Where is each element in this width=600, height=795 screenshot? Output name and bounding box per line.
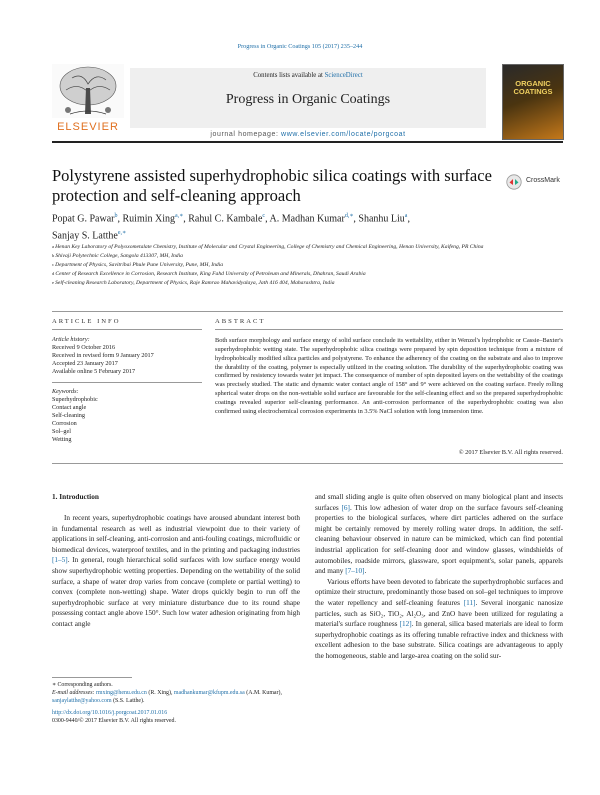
email-link-3[interactable]: sanjaylatthe@yahoo.com [52, 698, 112, 705]
elsevier-wordmark: ELSEVIER [57, 121, 119, 133]
journal-name: Progress in Organic Coatings [225, 92, 391, 107]
contents-prefix: Contents lists available at [253, 72, 323, 79]
author-affiliation-mark[interactable]: b [114, 213, 118, 219]
journal-cover-image [502, 64, 564, 140]
affiliation-text: Center of Research Excellence in Corrosion, Research Institute, King Fahd University of Petroleum and Minerals, Dhahran, Saudi Arabia [55, 270, 366, 277]
author-affiliation-mark[interactable]: c [262, 213, 266, 219]
contents-line [130, 72, 486, 79]
homepage-label: journal homepage: [210, 131, 279, 138]
author-name: Sanjay S. Latthe [52, 230, 118, 242]
author-name: Popat G. Pawar [52, 213, 115, 225]
author-name: Shanhu Liu [358, 213, 405, 225]
keyword: Superhydrophobic [52, 396, 98, 403]
citation-link[interactable]: [11] [463, 598, 476, 607]
article-info-divider [52, 329, 202, 330]
affiliation-item [52, 252, 552, 261]
affiliation-text: Department of Physics, Savitribai Phule Pune University, Pune, MH, India [55, 261, 224, 268]
affiliation-item [52, 243, 552, 252]
abstract-text: Both surface morphology and surface energy of solid surface conclude its wettability, either in Wenzel's hydrophobic or Cassie–Baxter's superhydrophobic wetting state. The superhydrophobic silica coatings were prepared by spin deposition technique from a mixture of hydrophobically modified silica particles and polystyrene. To enhance the adherency of the coating on the substrate and also to improve the durability of the coating, polymer is especially utilized in the coating solution. The durability of the superhydrophobic coating was confirmed by resistency towards water jet impact. The consequence of number of spin deposited layers on the wettability of the coatings was precisely studied. The static and dynamic water contact angle of 158° and 9° were achieved on the coating surface. Freely rolling spherical water drops on the non-wettable solid surface are favourable for the self-cleaning effect and so the prepared superhydrophobic coatings revealed superior self-cleaning performance. An anti-corrosion performance of the superhydrophobic coating was also confirmed using electrochemical corrosion experiments in 3.5% NaCl solution with long immersion time. [215, 337, 563, 415]
intro-paragraph-1: In recent years, superhydrophobic coatings have aroused abundant interest both in fundamental research as well as industrial viewpoint due to their variety of applications in self-cleaning, anti-corrosion and anti-fouling coatings, microfluidic or biomedical devices, waterproof textiles, and in the printing and packaging industries [1–5]. In general, rough hierarchical solid surfaces with low surface energy would show superhydrophobic wetting properties. Depending on the wettability of the solid surface, a shape of water drop varies from concave (complete or partial wetting) to convex (complete non-wetting) shape. Water drops quickly begin to run off the superhydrophobic surface at very miniature disturbance due to its round shape possessing contact angle above 150°. Such low water adhesion originating from high contact angle [52, 514, 300, 628]
keyword: Self-cleaning [52, 412, 85, 419]
author-affiliation-mark[interactable]: a [404, 213, 408, 219]
affiliations-divider [52, 311, 563, 312]
author-list [52, 209, 552, 244]
intro-paragraph-2: Various efforts have been devoted to fabricate the superhydrophobic surfaces and optimize their structure, predominantly those based on sol–gel techniques to improve the water repellency and self-cleaning features [11]. Several inorganic nanosize particles, such as SiO₂, TiO₂, Al₂O₃, and ZnO have been utilized for regulating a material's surface roughness [12]. In general, silica based materials are ideal to form superhydrophobic coatings as its offering tunable refractive index and thickness with excellent adhesion to the base substrate. Silica coatings are advantageous to apply the homogeneous, stable and large-area coating on the solid sur- [315, 577, 564, 660]
author-name: Ruimin Xing [122, 213, 176, 225]
journal-citation[interactable]: Progress in Organic Coatings 105 (2017) 235–244 [237, 43, 363, 50]
history-entry: Received 9 October 2016 [52, 344, 116, 351]
left-column [52, 513, 300, 630]
keyword: Corrosion [52, 420, 77, 427]
author-name: Rahul C. Kambale [188, 213, 263, 225]
crossmark-icon [506, 174, 522, 190]
authors-line-1: Popat G. Pawar$^b$, Ruimin Xing$^{a,∗}$, Rahul C. Kambale$^c$, A. Madhan Kumar$^{d,∗}$, Shanhu Liu$^a$, [52, 213, 410, 225]
abstract-divider [215, 329, 563, 330]
article-history [52, 344, 202, 376]
author-affiliation-mark[interactable]: e,∗ [117, 230, 127, 237]
citation-link[interactable]: [1–5] [52, 556, 68, 565]
issn-line: 0300-9440/© 2017 Elsevier B.V. All rights reserved. [52, 718, 176, 725]
citation-link[interactable]: [7–10] [345, 567, 365, 576]
email-owner-3: (S.S. Latthe). [113, 698, 145, 705]
sciencedirect-link[interactable]: ScienceDirect [324, 72, 363, 79]
header-divider [52, 141, 563, 143]
article-info-heading: ARTICLE INFO [52, 318, 121, 325]
crossmark-badge[interactable] [506, 174, 566, 190]
authors-line-2 [52, 226, 552, 243]
corresponding-note: ∗ Corresponding authors. [52, 682, 113, 688]
affiliation-text: Henan Key Laboratory of Polyoxometalate Chemistry, Institute of Molecular and Crystal Engineering, College of Chemistry and Chemical Engineering, Henan University, Kaifeng, PR China [55, 244, 484, 250]
history-divider [52, 382, 202, 383]
affiliation-text: Self-cleaning Research Laboratory, Department of Physics, Raje Ramrao Mahavidyalaya, Jath 416 404, Maharashtra, India [55, 279, 335, 286]
abstract-copyright: © 2017 Elsevier B.V. All rights reserved. [458, 449, 563, 456]
email-owner-2: (A.M. Kumar), [246, 690, 282, 697]
history-label: Article history: [52, 336, 90, 343]
intro-paragraph-1-continued: and small sliding angle is quite often observed on many biological plant and insects surfaces [6]. This low adhesion of water drop on the surface favours self-cleaning properties to the biological surfaces, where dirt particles adhered on the surface might be certainly removed by merely rolling water drops. In addition, the self-cleaning behaviour observed in nature can be mimicked, which can find potential industrial application for self-cleaning door and window glasses, windshields of automobiles, roadside mirrors, glassware, sport equipment's, solar panels, apparels and many [7–10]. [315, 493, 563, 576]
affiliation-item [52, 261, 552, 270]
affiliation-item [52, 270, 552, 279]
abstract-heading: ABSTRACT [215, 318, 266, 325]
cover-title: ORGANIC COATINGS [513, 79, 553, 96]
email-link-1[interactable]: rmxing@henu.edu.cn [95, 690, 147, 697]
homepage-link[interactable]: www.elsevier.com/locate/porgcoat [281, 131, 406, 138]
footnotes [52, 681, 300, 725]
doi-link[interactable]: http://dx.doi.org/10.1016/j.porgcoat.2017.01.016 [52, 710, 168, 717]
affiliation-mark: c [52, 261, 56, 267]
citation-link[interactable]: [12] [399, 620, 412, 629]
keyword: Wetting [52, 436, 72, 443]
footnote-divider [52, 677, 132, 678]
affiliation-mark: e [52, 279, 56, 285]
author-affiliation-mark[interactable]: a,∗ [175, 213, 184, 219]
email-addresses [52, 689, 300, 705]
abstract-bottom-divider [52, 463, 563, 464]
affiliation-mark: d [52, 270, 56, 276]
affiliation-text: Shivaji Polytechnic College, Sangola 413307, MH, India [55, 252, 183, 259]
keywords-label: Keywords: [52, 388, 79, 395]
affiliation-mark: a [52, 244, 56, 249]
affiliation-mark: b [52, 252, 56, 258]
right-column [315, 492, 563, 662]
author-affiliation-mark[interactable]: d,∗ [344, 213, 354, 219]
email-label: E-mail addresses: [52, 690, 95, 697]
section-heading-introduction: 1. Introduction [52, 492, 99, 501]
affiliations [52, 243, 552, 288]
crossmark-label: CrossMark [526, 177, 560, 184]
article-title: Polystyrene assisted superhydrophobic silica coatings with surface protection and self-cleaning approach [52, 166, 492, 205]
email-link-2[interactable]: madhankumar@kfupm.edu.sa [173, 690, 245, 697]
keywords-list [52, 396, 202, 444]
keyword: Sol–gel [52, 428, 71, 435]
email-owner-1: (R. Xing), [148, 690, 173, 697]
journal-homepage [130, 131, 486, 138]
citation-link[interactable]: [6] [341, 503, 350, 512]
history-entry: Available online 5 February 2017 [52, 368, 136, 375]
affiliation-item [52, 279, 552, 288]
author-name: A. Madhan Kumar [269, 213, 345, 225]
history-entry: Accepted 23 January 2017 [52, 360, 118, 367]
keyword: Contact angle [52, 404, 87, 411]
history-entry: Received in revised form 9 January 2017 [52, 352, 154, 359]
